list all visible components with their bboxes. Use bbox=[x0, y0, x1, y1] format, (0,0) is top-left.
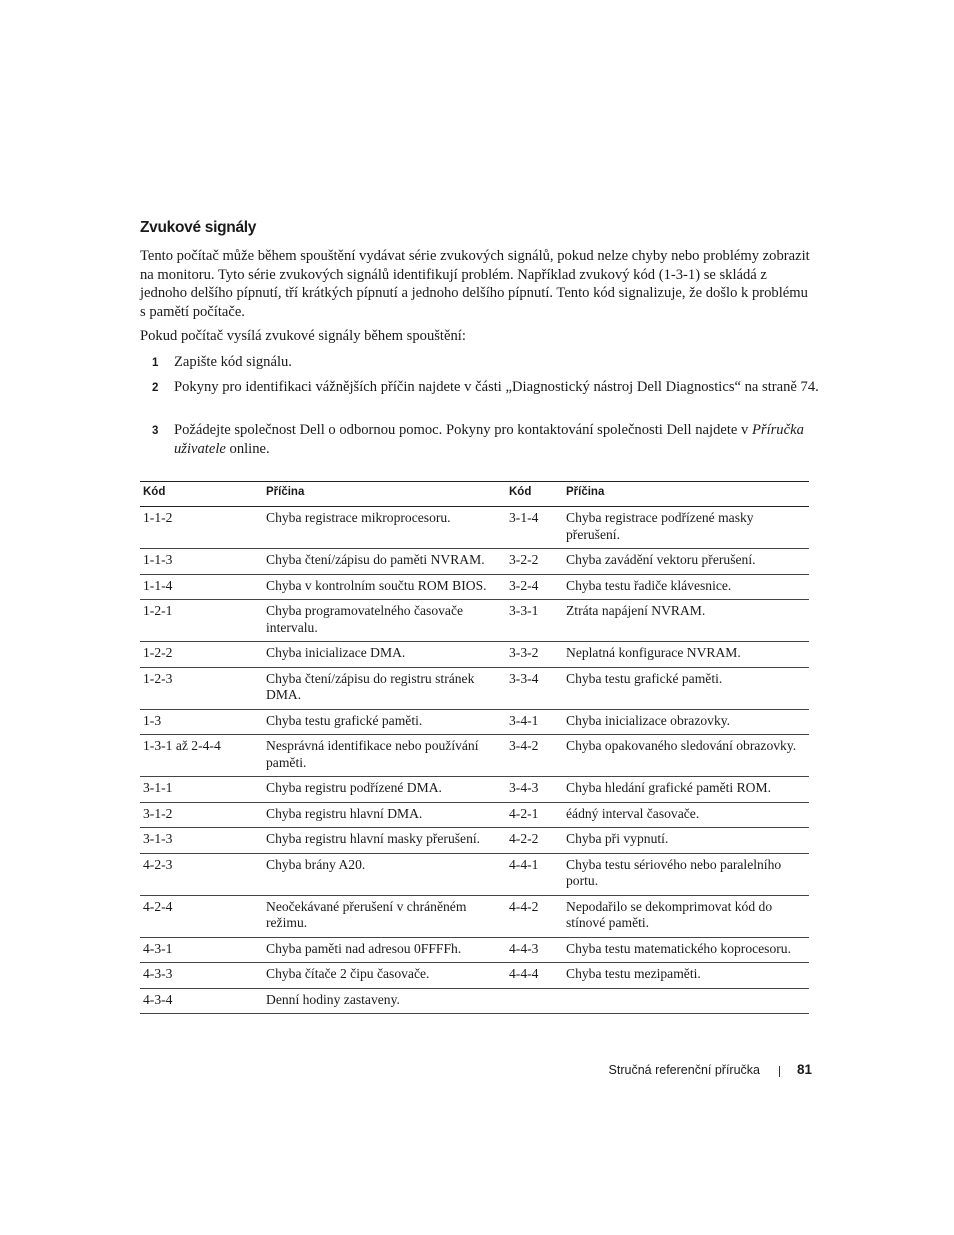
cell-cause bbox=[563, 988, 809, 1014]
step-text: Požádejte společnost Dell o odbornou pomoc. Pokyny pro kontaktování společnosti Dell najdete v bbox=[174, 422, 752, 438]
table-row bbox=[140, 735, 809, 777]
cell-cause: Chyba při vypnutí. bbox=[563, 828, 809, 854]
table-row bbox=[140, 574, 809, 600]
cell-cause: Chyba inicializace DMA. bbox=[263, 642, 506, 668]
table-row bbox=[140, 709, 809, 735]
cell-code: 1-1-2 bbox=[140, 507, 263, 549]
cell-cause: Nepodařilo se dekomprimovat kód do stínové paměti. bbox=[563, 895, 809, 937]
cell-code: 4-2-2 bbox=[506, 828, 563, 854]
cell-code: 1-2-3 bbox=[140, 667, 263, 709]
table-row bbox=[140, 853, 809, 895]
cell-code: 3-4-1 bbox=[506, 709, 563, 735]
cell-code: 4-4-2 bbox=[506, 895, 563, 937]
table-row bbox=[140, 802, 809, 828]
lead-paragraph: Pokud počítač vysílá zvukové signály během spouštění: bbox=[140, 328, 466, 344]
table-row bbox=[140, 667, 809, 709]
step-1 bbox=[140, 353, 846, 372]
cell-cause: Chyba registrace podřízené masky přerušení. bbox=[563, 507, 809, 549]
cell-code: 3-1-4 bbox=[506, 507, 563, 549]
cell-cause: Neočekávané přerušení v chráněném režimu. bbox=[263, 895, 506, 937]
cell-cause: Chyba čítače 2 čipu časovače. bbox=[263, 963, 506, 989]
step-text: Zapište kód signálu. bbox=[174, 354, 292, 370]
cell-code: 3-4-2 bbox=[506, 735, 563, 777]
cell-cause: Neplatná konfigurace NVRAM. bbox=[563, 642, 809, 668]
cell-code: 3-3-2 bbox=[506, 642, 563, 668]
step-text-tail: online. bbox=[225, 440, 270, 457]
step-number: 1 bbox=[152, 357, 159, 369]
cell-code: 3-1-3 bbox=[140, 828, 263, 854]
cell-cause: Chyba programovatelného časovače intervalu. bbox=[263, 600, 506, 642]
step-3 bbox=[140, 421, 846, 458]
cell-cause: Chyba testu grafické paměti. bbox=[563, 667, 809, 709]
cell-code: 1-3 bbox=[140, 709, 263, 735]
cell-code: 3-3-1 bbox=[506, 600, 563, 642]
cell-code: 4-2-1 bbox=[506, 802, 563, 828]
footer-divider bbox=[779, 1066, 780, 1077]
step-2 bbox=[140, 378, 846, 397]
cell-code: 1-3-1 až 2-4-4 bbox=[140, 735, 263, 777]
column-header-code: Kód bbox=[140, 482, 263, 507]
column-header-cause: Příčina bbox=[563, 482, 809, 507]
cell-cause: Chyba zavádění vektoru přerušení. bbox=[563, 549, 809, 575]
cell-cause: Chyba testu mezipaměti. bbox=[563, 963, 809, 989]
step-text: Pokyny pro identifikaci vážnějších příčin najdete v části „Diagnostický nástroj Dell Diagnostics“ na straně 74. bbox=[174, 379, 819, 395]
table-row bbox=[140, 600, 809, 642]
column-header-code: Kód bbox=[506, 482, 563, 507]
cell-cause: Chyba čtení/zápisu do registru stránek DMA. bbox=[263, 667, 506, 709]
cell-cause: éádný interval časovače. bbox=[563, 802, 809, 828]
cell-code: 4-4-4 bbox=[506, 963, 563, 989]
cell-code: 3-2-2 bbox=[506, 549, 563, 575]
table-row bbox=[140, 777, 809, 803]
cell-code: 4-4-1 bbox=[506, 853, 563, 895]
cell-cause: Chyba registru hlavní masky přerušení. bbox=[263, 828, 506, 854]
cell-cause: Chyba testu matematického koprocesoru. bbox=[563, 937, 809, 963]
table-row bbox=[140, 642, 809, 668]
footer-title: Stručná referenční příručka bbox=[608, 1063, 760, 1077]
section-heading: Zvukové signály bbox=[140, 219, 257, 236]
table-row bbox=[140, 895, 809, 937]
cell-code: 3-3-4 bbox=[506, 667, 563, 709]
cell-cause: Chyba v kontrolním součtu ROM BIOS. bbox=[263, 574, 506, 600]
cell-code: 1-1-4 bbox=[140, 574, 263, 600]
table-header-row bbox=[140, 482, 809, 507]
cell-cause: Chyba inicializace obrazovky. bbox=[563, 709, 809, 735]
cell-cause: Chyba registru hlavní DMA. bbox=[263, 802, 506, 828]
beep-codes-table bbox=[140, 481, 809, 1014]
page-number: 81 bbox=[796, 1062, 812, 1077]
table-row bbox=[140, 549, 809, 575]
cell-code: 4-3-1 bbox=[140, 937, 263, 963]
cell-cause: Chyba hledání grafické paměti ROM. bbox=[563, 777, 809, 803]
cell-cause: Chyba registrace mikroprocesoru. bbox=[263, 507, 506, 549]
cell-code: 4-3-4 bbox=[140, 988, 263, 1014]
cell-cause: Nesprávná identifikace nebo používání paměti. bbox=[263, 735, 506, 777]
step-number: 2 bbox=[152, 382, 159, 394]
table-row bbox=[140, 937, 809, 963]
table-row bbox=[140, 988, 809, 1014]
cell-cause: Ztráta napájení NVRAM. bbox=[563, 600, 809, 642]
cell-code: 3-2-4 bbox=[506, 574, 563, 600]
step-number: 3 bbox=[152, 425, 159, 437]
cell-cause: Chyba brány A20. bbox=[263, 853, 506, 895]
cell-cause: Denní hodiny zastaveny. bbox=[263, 988, 506, 1014]
cell-code: 1-1-3 bbox=[140, 549, 263, 575]
table-row bbox=[140, 507, 809, 549]
table-row bbox=[140, 963, 809, 989]
cell-cause: Chyba testu sériového nebo paralelního portu. bbox=[563, 853, 809, 895]
table-row bbox=[140, 828, 809, 854]
cell-cause: Chyba paměti nad adresou 0FFFFh. bbox=[263, 937, 506, 963]
table-body bbox=[140, 507, 809, 1014]
cell-cause: Chyba testu řadiče klávesnice. bbox=[563, 574, 809, 600]
cell-code: 3-4-3 bbox=[506, 777, 563, 803]
intro-paragraph: Tento počítač může během spouštění vydávat série zvukových signálů, pokud nelze chyby nebo problémy zobrazit na monitoru. Tyto série zvukových signálů identifikují problém. Například zvukový kód (1-3-1) se skládá z jednoho delšího pípnutí, tří krátkých pípnutí a jednoho delšího pípnutí. Tento kód signalizuje, že došlo k problému s pamětí počítače. bbox=[140, 248, 810, 320]
cell-code: 4-2-4 bbox=[140, 895, 263, 937]
cell-cause: Chyba čtení/zápisu do paměti NVRAM. bbox=[263, 549, 506, 575]
cell-code: 3-1-2 bbox=[140, 802, 263, 828]
cell-cause: Chyba registru podřízené DMA. bbox=[263, 777, 506, 803]
step-text-italic: Příručka uživatele bbox=[174, 422, 804, 457]
column-header-cause: Příčina bbox=[263, 482, 506, 507]
page-footer bbox=[560, 1062, 812, 1080]
cell-code: 4-2-3 bbox=[140, 853, 263, 895]
cell-code: 1-2-2 bbox=[140, 642, 263, 668]
cell-code: 4-3-3 bbox=[140, 963, 263, 989]
cell-cause: Chyba opakovaného sledování obrazovky. bbox=[563, 735, 809, 777]
cell-cause: Chyba testu grafické paměti. bbox=[263, 709, 506, 735]
cell-code: 3-1-1 bbox=[140, 777, 263, 803]
cell-code: 1-2-1 bbox=[140, 600, 263, 642]
cell-code: 4-4-3 bbox=[506, 937, 563, 963]
cell-code bbox=[506, 988, 563, 1014]
